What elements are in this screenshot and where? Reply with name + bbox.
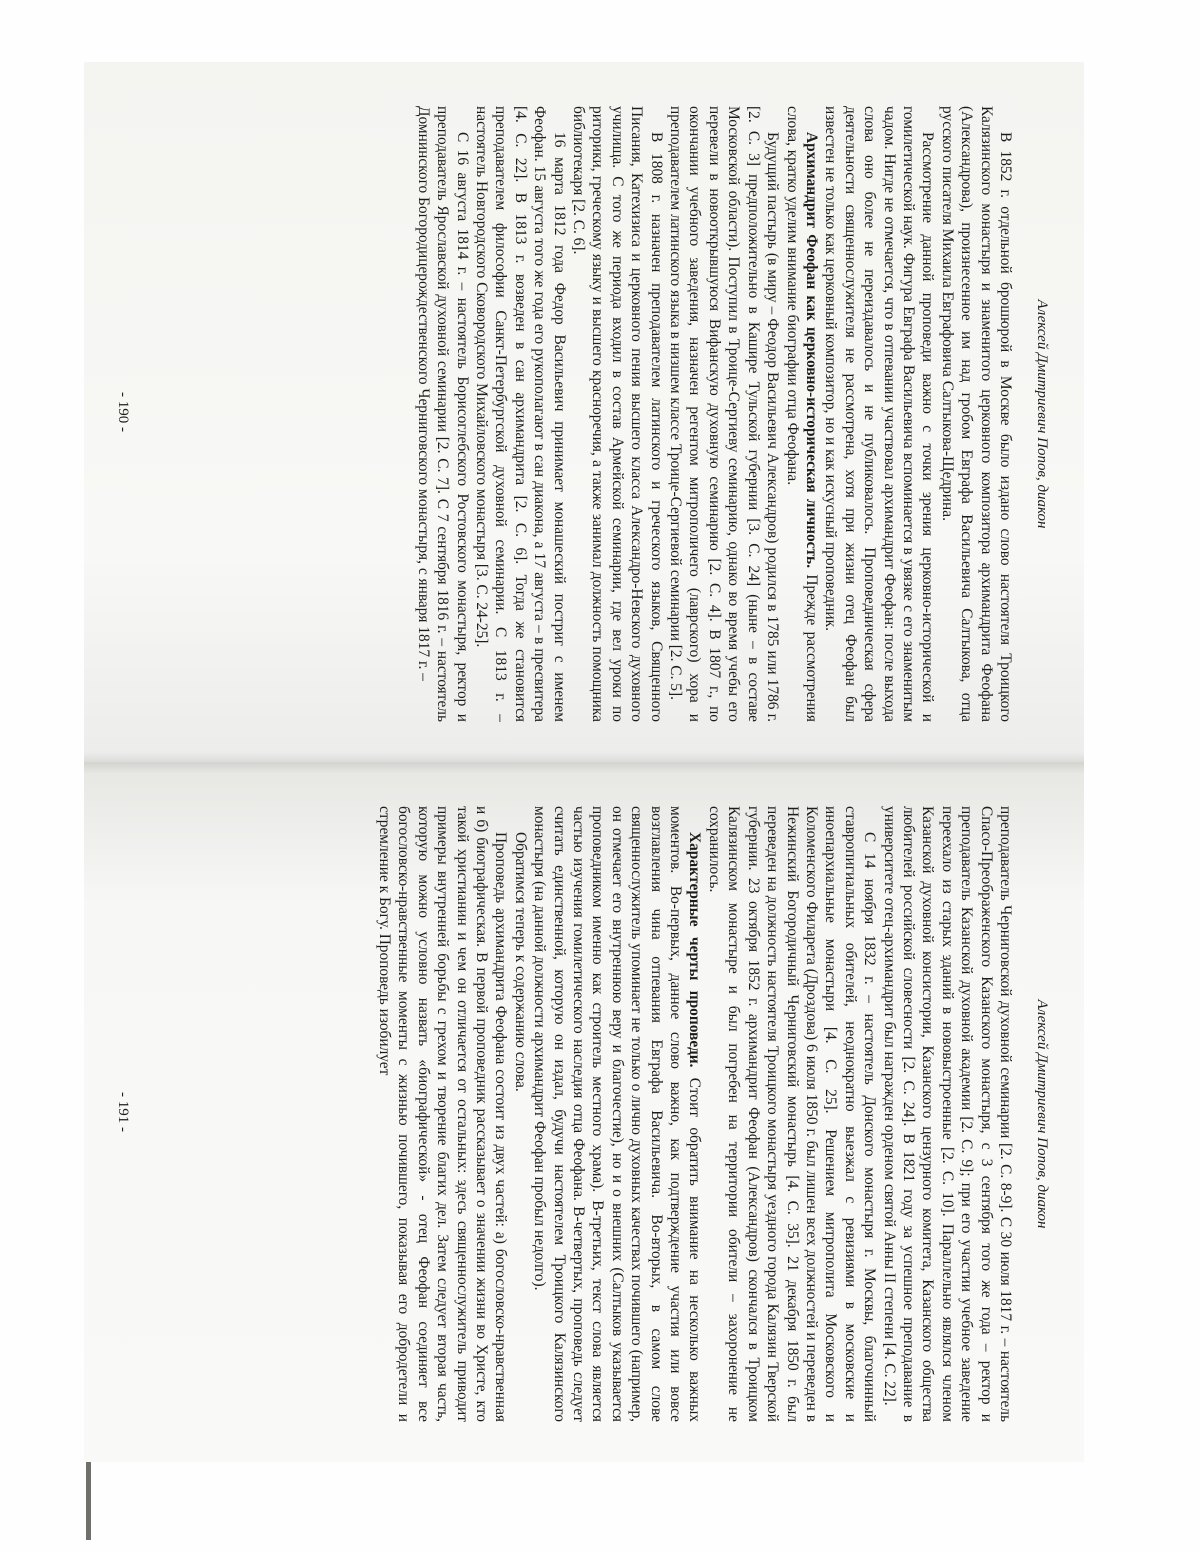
page-text-left [413, 106, 1015, 722]
page-191 [84, 762, 1084, 1462]
page-number-left: - 190 - [115, 392, 131, 432]
section-heading-paragraph: Характерные черты проповеди. Стоит обратить внимание на несколько важных моментов. Во-первых, данное слово важно, как подтверждение участия или вовсе возглавления чина отпевания Евграфа Васильевича. Во-вторых, в самом слове священнослужитель упоминает не только о лично духовных качествах почившего (например, он отмечает его внутреннюю веру и благочестие), но и о внешних (Салтыков указывается проповедником именно как строитель местного храма). В-третьих, текст слова является частью изучения гомилетического наследия отца Феофана. В-четвертых, проповедь следует считать единственной, которую он издал, будучи настоятелем Троицкого Калязинского монастыря (на данной должности архимандрит Феофан пробыл недолго). [531, 806, 704, 1422]
section-heading-paragraph: Архимандрит Феофан как церковно-историческая личность. Прежде рассмотрения слова, кратко уделим внимание биографии отца Феофана. [783, 106, 820, 723]
section-heading: Характерные черты проповеди. [686, 832, 704, 1068]
paragraph: Обратимся теперь к содержанию слова. [511, 832, 529, 1092]
paragraph: Проповедь архимандрита Феофана состоит из двух частей: а) богословско-нравственная и б) биографическая. В первой проповедник рассказывает о значении жизни во Христе, кто такой христианин и чем он отличается от остальных: здесь священнослужитель приводит примеры внутренней борьбы с грехом и творение благих дел. Затем следует вторая часть, которую можно условно назвать «биографической» - отец Феофан соединяет все богословско-нравственные моменты с жизнью почившего, показывая его добродетели и стремление к Богу. Проповедь изобилует [376, 806, 510, 1422]
paragraph: С 14 ноября 1832 г. – настоятель Донского монастыря г. Москвы, благочинный ставропигиальных обителей, неоднократно выезжал с ревизиями в московские и иноепархиальные монастыри [4. С. 25]. Решением митрополита Московского и Коломенского Филарета (Дроздова) 6 июля 1850 г. был лишен всех должностей и переведен в Нежинский Богородичный Черниговский монастырь [4. С. 35]. 21 декабря 1850 г. был переведен на должность настоятеля Троицкого монастыря уездного города Калязин Тверской губернии. 23 октября 1852 г. архимандрит Феофан (Александров) скончался в Троицком Калязинском монастыре и был погребен на территории обители – захоронение не сохранилось. [705, 806, 879, 1422]
paragraph: преподаватель Черниговской духовной семинарии [2. С. 8-9]. С 30 июля 1817 г. – настоятель Спасо-Преображенского Казанского монастыря, с 3 сентября того же года – ректор и преподаватель Казанской духовной академии [2. С. 9]; при его участии учебное заведение переехало из старых зданий в нововыстроенные [2. С. 10]. Параллельно являлся членом Казанской духовной консистории, Казанского цензурного комитета, Казанского общества любителей российской словесности [2. С. 24]. В 1821 году за успешное преподавание в университете отец-архимандрит был награжден орденом святой Анны II степени [4. С. 22]. [880, 806, 1014, 1422]
section-heading: Архимандрит Феофан как церковно-историческая личность. [802, 132, 820, 569]
running-head-right: Алексей Дмитриевич Попов, диакон [1034, 999, 1050, 1229]
book-gutter [84, 752, 1084, 774]
paragraph: Рассмотрение данной проповеди важно с точки зрения церковно-исторической и гомилетической наук. Фигура Евграфа Васильевича вспоминается в увязке с его знаменитым чадом. Нигде не отмечается, что в отпевании участвовал архимандрит Феофан: после выхода слова оно более не переиздавалось и не публиковалось. Проповедническая сфера деятельности священнослужителя не рассмотрена, хотя при жизни отец Феофан был известен не только как церковный композитор, но и как искусный проповедник. [822, 106, 937, 722]
paragraph: Будущий пастырь (в миру – Феодор Васильевич Александров) родился в 1785 или 1786 г. [2. С. 3] предположительно в Кашире Тульской губернии [3. С. 24] (ныне – в составе Московской области). Поступил в Троице-Сергиеву семинарию, однако во время учебы его перевели в новооткрывшуюся Вифанскую духовную семинарию [2. С. 4]. В 1807 г., по окончании учебного заведения, назначен регентом митрополичего (лаврского) хора и преподавателем латинского языка в низшем классе Троице-Сергиевой семинарии [2. С. 5]. [667, 106, 782, 722]
running-head-left: Алексей Дмитриевич Попов, диакон [1034, 299, 1050, 529]
book-spread [84, 62, 1084, 1462]
paragraph: С 16 августа 1814 г. – настоятель Борисоглебского Ростовского монастыря, ректор и преподаватель Ярославской духовной семинарии [2. С. 7]. С 7 сентября 1816 г. – настоятель Домнинского Богородицерождественского Черниговского монастыря, с января 1817 г. – [414, 106, 471, 722]
page-190 [84, 62, 1084, 762]
page-number-right: - 191 - [115, 1092, 131, 1132]
paragraph: 16 марта 1812 года Федор Васильевич принимает монашеский постриг с именем Феофан. 15 августа того же года его рукополагают в сан диакона, а 17 августа – в пресвитера [4. С. 22]. В 1813 г. возведен в сан архимандрита [2. С. 6]. Тогда же становится преподавателем философии Санкт-Петербургской духовной семинарии. С 1813 г. – настоятель Новгородского Сковородского Михайловского монастыря [3. С. 24-25]. [473, 106, 568, 722]
page-text-right [375, 806, 1015, 1422]
paragraph: В 1852 г. отдельной брошюрой в Москве было издано слово настоятеля Троицкого Калязинского монастыря и знаменитого церковного композитора архимандрита Феофана (Александрова), произнесенное им над гробом Евграфа Васильевича Салтыкова, отца русского писателя Михаила Евграфовича Салтыкова-Щедрина. [938, 106, 1014, 722]
paragraph: В 1808 г. назначен преподавателем латинского и греческого языков, Священного Писания, Катехизиса и церковного пения высшего класса Александро-Невского духовного училища. С того же периода входил в состав Армейской семинарии, где вел уроки по риторики, греческому языку и высшего красноречия, а также занимал должность помощника библиотекаря [2. С. 6]. [570, 106, 665, 722]
